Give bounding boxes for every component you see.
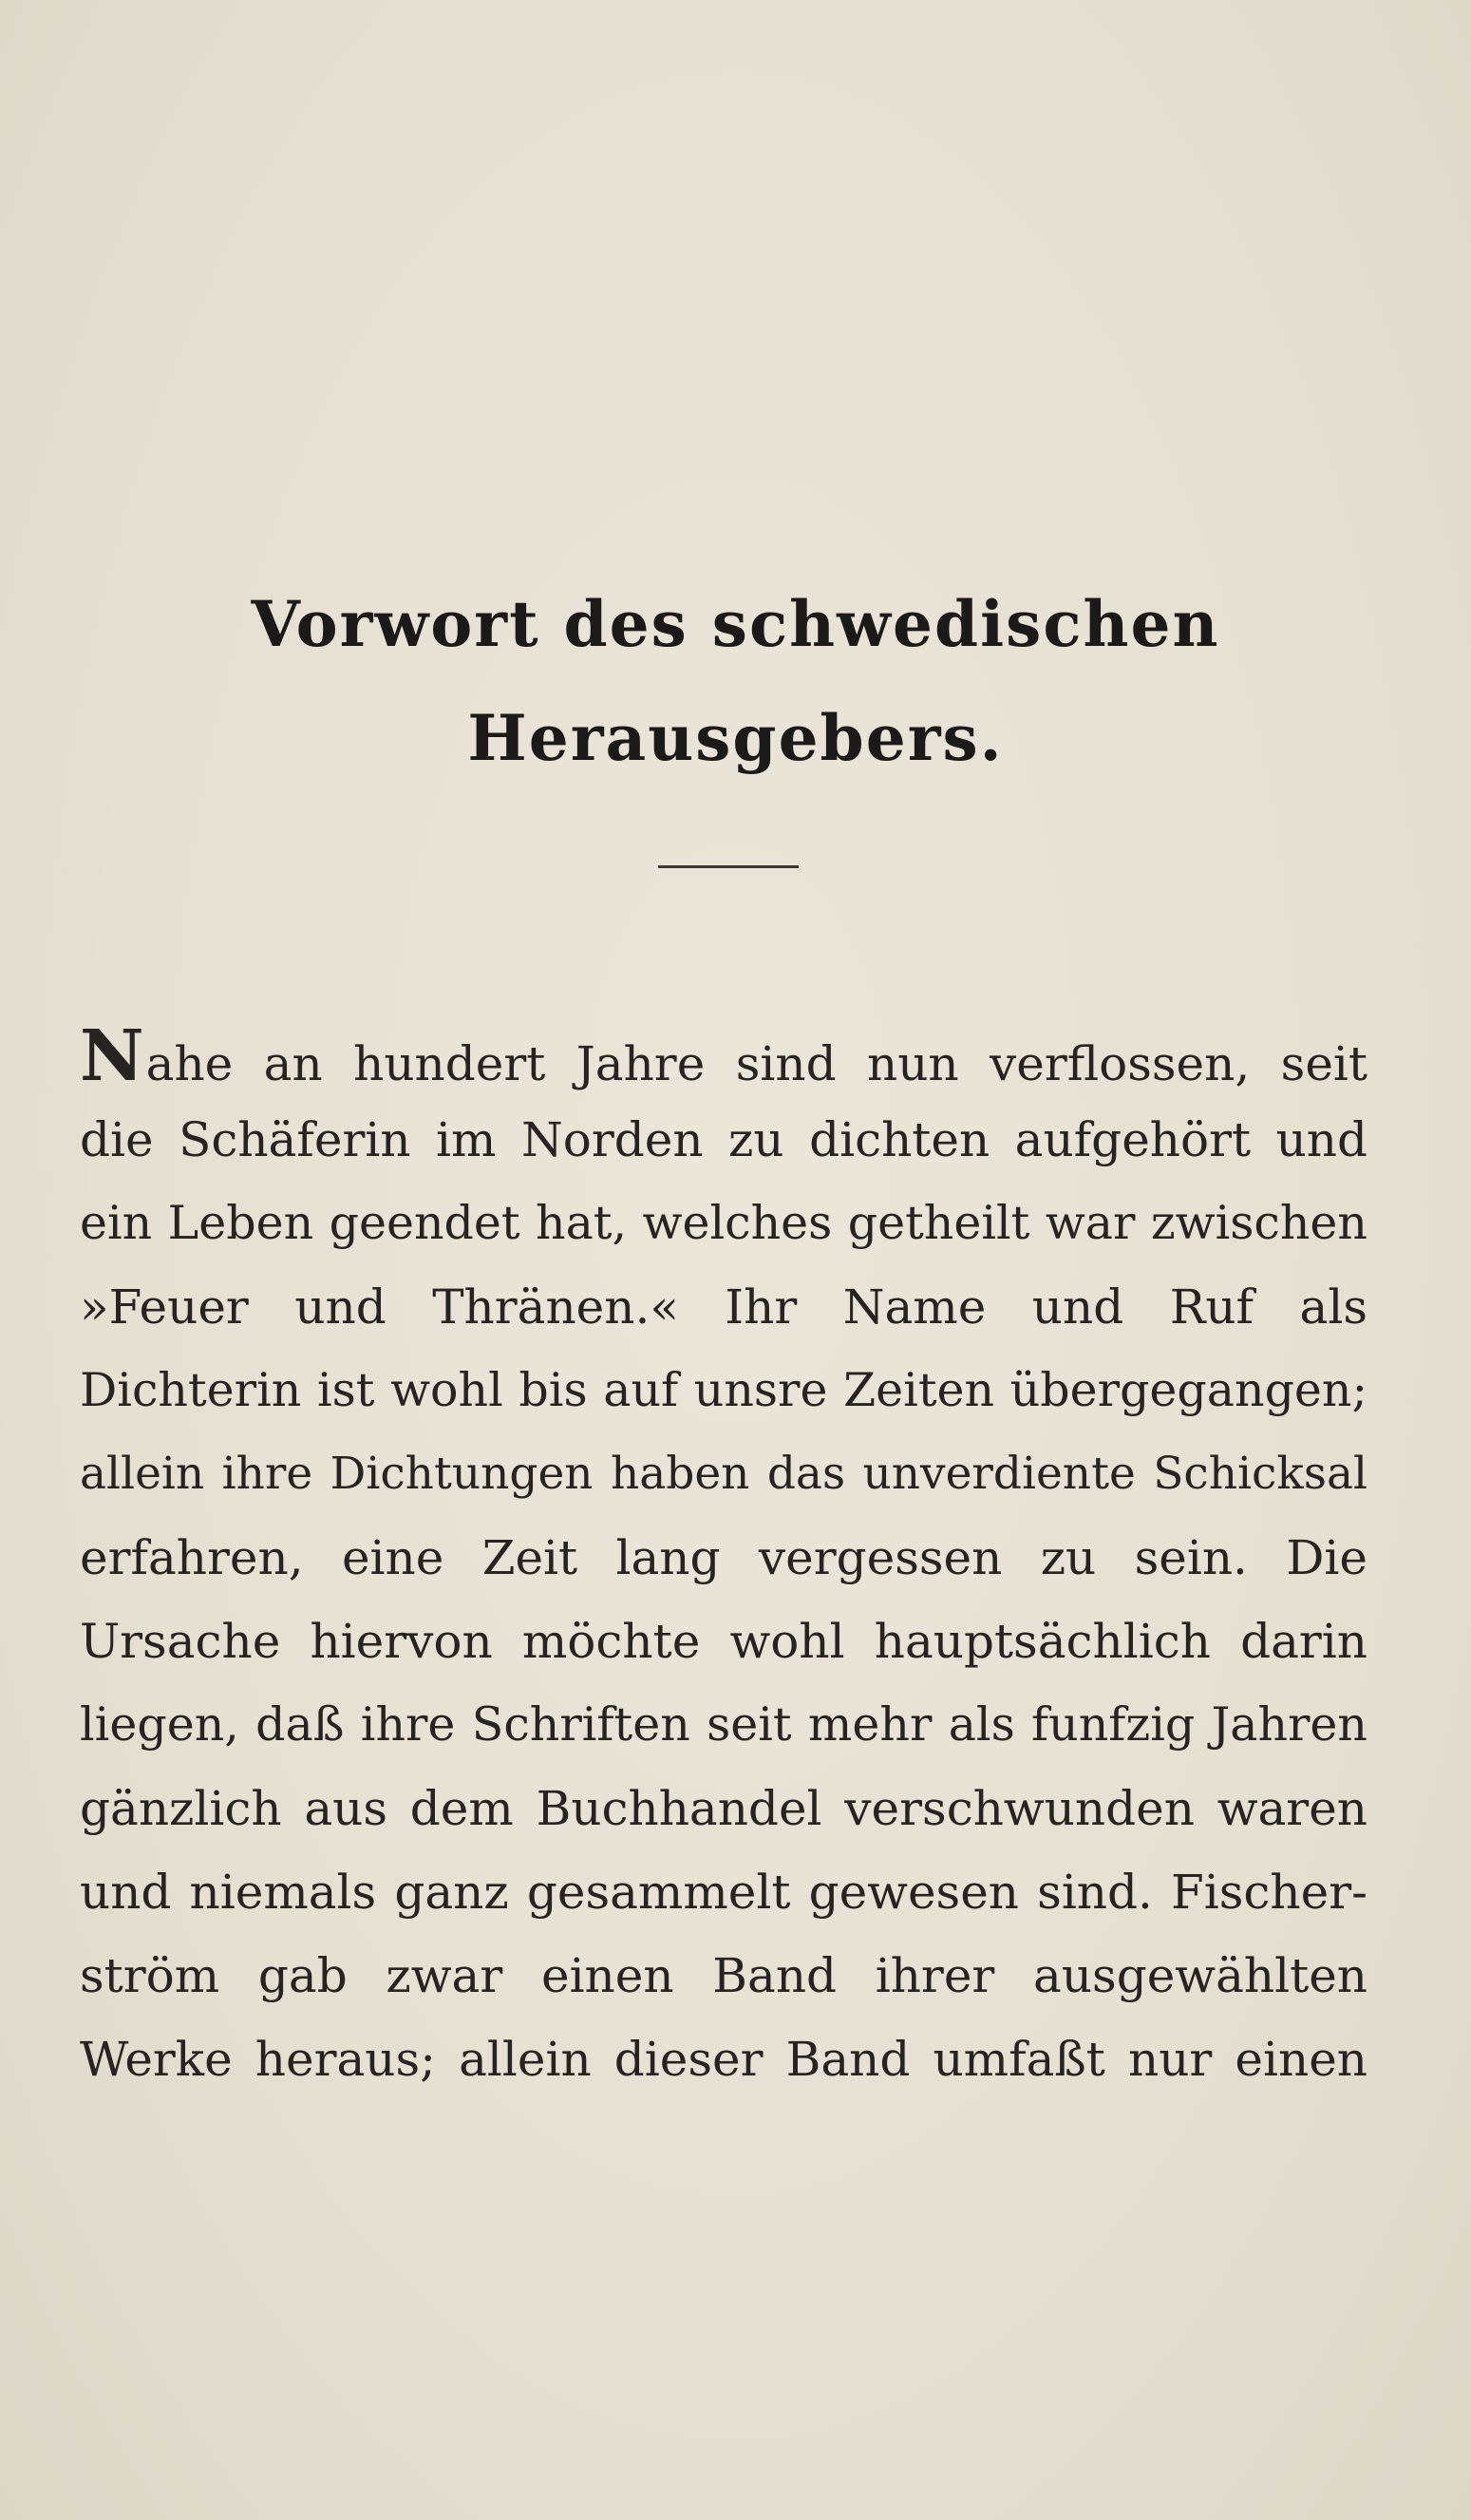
text-line: »Feuer und Thränen.« Ihr Name und Ruf als — [80, 1279, 1367, 1335]
heading-line-1: Vorwort des schwedischen — [251, 587, 1220, 661]
text-line: die Schäferin im Norden zu dichten aufgehört und — [80, 1112, 1367, 1167]
text-line: allein ihre Dichtungen haben das unverdiente Schicksal — [80, 1448, 1367, 1500]
heading-line-2: Herausgebers. — [467, 701, 1004, 775]
text-line: gänzlich aus dem Buchhandel verschwunden waren — [80, 1781, 1367, 1836]
heading-divider — [658, 865, 799, 868]
text-line: ein Leben geendet hat, welches getheilt war zwischen — [80, 1196, 1367, 1250]
text-line: liegen, daß ihre Schriften seit mehr als funfzig Jahren — [80, 1697, 1367, 1752]
body-text — [80, 1014, 1367, 2101]
text-line: Werke heraus; allein dieser Band umfaßt nur einen — [80, 2032, 1367, 2087]
text-line-content: ahe an hundert Jahre sind nun verflossen, seit — [145, 1036, 1367, 1091]
text-line: erfahren, eine Zeit lang vergessen zu sein. Die — [80, 1530, 1367, 1585]
text-line — [80, 1014, 1367, 1098]
text-line: Ursache hiervon möchte wohl hauptsächlich darin — [80, 1614, 1367, 1669]
text-line: ström gab zwar einen Band ihrer ausgewählten — [80, 1948, 1367, 2003]
drop-cap: N — [80, 1015, 144, 1097]
text-line: Dichterin ist wohl bis auf unsre Zeiten übergegangen; — [80, 1363, 1367, 1417]
text-line: und niemals ganz gesammelt gewesen sind. Fischer- — [80, 1865, 1367, 1920]
